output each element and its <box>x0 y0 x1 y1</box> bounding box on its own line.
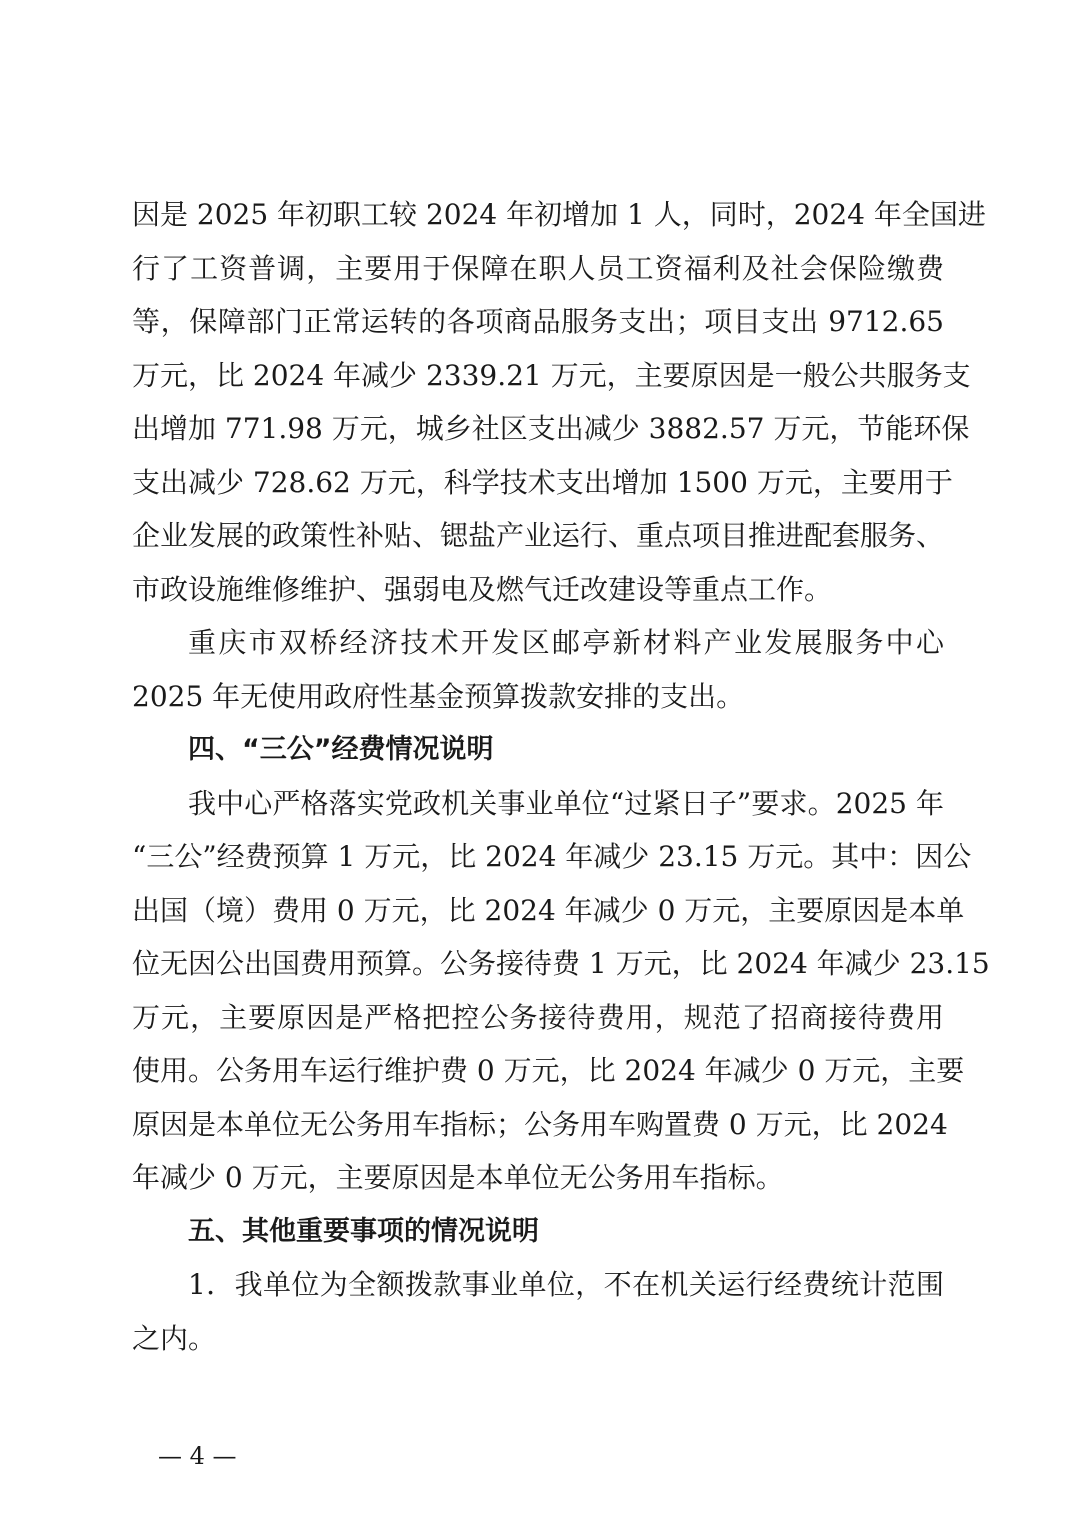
text-line: “三公”经费预算 1 万元，比 2024 年减少 23.15 万元。其中：因公 <box>132 840 972 873</box>
paragraph-budget-details <box>132 188 986 616</box>
paragraph-other-matters <box>132 1258 944 1365</box>
text-line: 1．我单位为全额拨款事业单位，不在机关运行经费统计范围 <box>188 1268 944 1301</box>
text-line: 2025 年无使用政府性基金预算拨款安排的支出。 <box>132 679 745 713</box>
section-heading-five: 五、其他重要事项的情况说明 <box>188 1215 539 1247</box>
text-line: 使用。公务用车运行维护费 0 万元，比 2024 年减少 0 万元，主要 <box>132 1054 965 1087</box>
text-line: 因是 2025 年初职工较 2024 年初增加 1 人，同时，2024 年全国进 <box>132 198 986 231</box>
text-line: 万元，主要原因是严格把控公务接待费用，规范了招商接待费用 <box>132 1000 944 1034</box>
paragraph-government-fund <box>132 616 944 723</box>
paragraph-three-public-expenses <box>132 777 990 1205</box>
text-line: 万元，比 2024 年减少 2339.21 万元，主要原因是一般公共服务支 <box>132 358 971 392</box>
text-line: 出国（境）费用 0 万元，比 2024 年减少 0 万元，主要原因是本单 <box>132 893 965 927</box>
section-heading-four: 四、“三公”经费情况说明 <box>188 734 494 765</box>
text-line: 等，保障部门正常运转的各项商品服务支出；项目支出 9712.65 <box>132 305 944 338</box>
document-body <box>132 188 990 1365</box>
text-line: 市政设施维修维护、强弱电及燃气迁改建设等重点工作。 <box>132 572 833 606</box>
page-number: — 4 — <box>158 1442 237 1470</box>
text-line: 原因是本单位无公务用车指标；公务用车购置费 0 万元，比 2024 <box>132 1107 948 1141</box>
text-line: 行了工资普调，主要用于保障在职人员工资福利及社会保险缴费 <box>132 251 944 285</box>
text-line: 支出减少 728.62 万元，科学技术支出增加 1500 万元，主要用于 <box>132 465 953 499</box>
text-line: 出增加 771.98 万元，城乡社区支出减少 3882.57 万元，节能环保 <box>132 412 970 445</box>
text-line: 我中心严格落实党政机关事业单位“过紧日子”要求。2025 年 <box>188 786 944 820</box>
text-line: 之内。 <box>132 1321 217 1355</box>
text-line: 重庆市双桥经济技术开发区邮亭新材料产业发展服务中心 <box>188 626 944 659</box>
text-line: 年减少 0 万元，主要原因是本单位无公务用车指标。 <box>132 1161 784 1194</box>
text-line: 位无因公出国费用预算。公务接待费 1 万元，比 2024 年减少 23.15 <box>132 947 990 980</box>
text-line: 企业发展的政策性补贴、锶盐产业运行、重点项目推进配套服务、 <box>132 519 945 552</box>
